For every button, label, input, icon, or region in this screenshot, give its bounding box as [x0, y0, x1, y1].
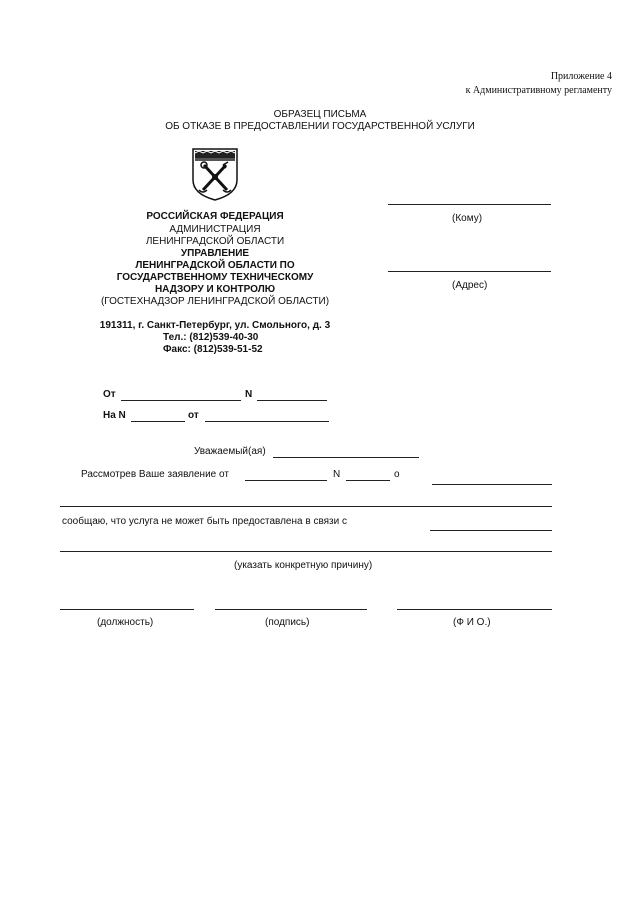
- document-title-line1: ОБРАЗЕЦ ПИСЬМА: [273, 109, 367, 120]
- ref-incoming-date-line[interactable]: [205, 421, 329, 422]
- ref-incoming-number-line[interactable]: [131, 421, 185, 422]
- application-number-line[interactable]: [346, 480, 390, 481]
- sender-federation: РОССИЙСКАЯ ФЕДЕРАЦИЯ: [146, 211, 284, 222]
- position-line[interactable]: [60, 609, 194, 610]
- sender-department-line2: ЛЕНИНГРАДСКОЙ ОБЛАСТИ ПО: [135, 260, 295, 271]
- sender-phone: Тел.: (812)539-40-30: [163, 332, 259, 343]
- ref-number-label: N: [245, 389, 253, 400]
- greeting: Уважаемый(ая): [194, 446, 266, 457]
- recipient-to-caption: (Кому): [452, 213, 483, 224]
- reason-line-2[interactable]: [60, 551, 552, 552]
- greeting-name-line[interactable]: [273, 457, 419, 458]
- sender-address: 191311, г. Санкт-Петербург, ул. Смольного, д. 3: [99, 320, 331, 331]
- ref-on-number-label: На N: [103, 410, 126, 421]
- recipient-to-line[interactable]: [388, 204, 551, 205]
- application-number-label: N: [333, 469, 341, 480]
- position-caption: (должность): [97, 617, 154, 628]
- coat-of-arms-emblem: [190, 146, 240, 202]
- application-date-line[interactable]: [245, 480, 327, 481]
- sender-abbreviation: (ГОСТЕХНАДЗОР ЛЕНИНГРАДСКОЙ ОБЛАСТИ): [100, 296, 330, 307]
- considered-text: Рассмотрев Ваше заявление от: [81, 469, 229, 480]
- full-name-caption: (Ф И О.): [453, 617, 491, 628]
- recipient-address-line[interactable]: [388, 271, 551, 272]
- inform-text: сообщаю, что услуга не может быть предоставлена в связи с: [62, 516, 348, 527]
- appendix-number: Приложение 4: [550, 71, 612, 82]
- about-label: о: [394, 469, 400, 480]
- sender-administration: АДМИНИСТРАЦИЯ: [169, 224, 261, 235]
- recipient-address-caption: (Адрес): [452, 280, 488, 291]
- sender-department-line3: ГОСУДАРСТВЕННОМУ ТЕХНИЧЕСКОМУ: [116, 272, 314, 283]
- signature-line[interactable]: [215, 609, 367, 610]
- application-subject-line[interactable]: [432, 484, 552, 485]
- document-title-line2: ОБ ОТКАЗЕ В ПРЕДОСТАВЛЕНИИ ГОСУДАРСТВЕННОЙ УСЛУГИ: [165, 121, 475, 132]
- sender-region: ЛЕНИНГРАДСКОЙ ОБЛАСТИ: [145, 236, 285, 247]
- subject-continuation-line[interactable]: [60, 506, 552, 507]
- ref-from-label: От: [103, 389, 116, 400]
- ref-date-line[interactable]: [121, 400, 241, 401]
- signature-caption: (подпись): [265, 617, 310, 628]
- reason-caption: (указать конкретную причину): [234, 560, 373, 571]
- ref-number-line[interactable]: [257, 400, 327, 401]
- sender-fax: Факс: (812)539-51-52: [163, 344, 263, 355]
- reason-line-1[interactable]: [430, 530, 552, 531]
- sender-department-line4: НАДЗОРУ И КОНТРОЛЮ: [154, 284, 276, 295]
- appendix-regulation: к Административному регламенту: [465, 85, 612, 96]
- full-name-line[interactable]: [397, 609, 552, 610]
- sender-department: УПРАВЛЕНИЕ: [180, 248, 250, 259]
- ref-dated-label: от: [188, 410, 199, 421]
